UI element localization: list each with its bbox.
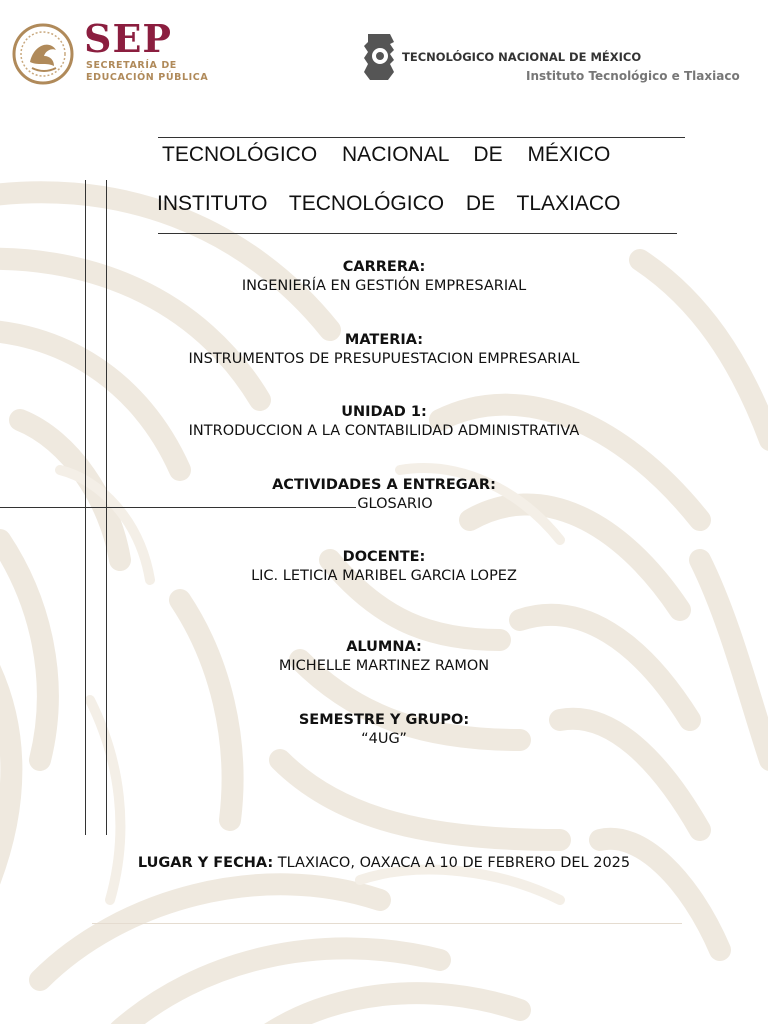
section-label: ALUMNA: xyxy=(346,639,422,655)
sep-subtitle-line2: EDUCACIÓN PÚBLICA xyxy=(86,72,209,83)
section-semestre xyxy=(0,711,768,749)
sep-logo xyxy=(10,16,210,88)
section-label: CARRERA: xyxy=(342,259,426,275)
section-alumna xyxy=(0,638,768,676)
section-value: INGENIERÍA EN GESTIÓN EMPRESARIAL xyxy=(241,278,527,294)
section-carrera xyxy=(0,258,768,296)
section-label: SEMESTRE Y GRUPO: xyxy=(298,712,470,728)
section-label: DOCENTE: xyxy=(342,549,426,565)
sep-wordmark: SEP xyxy=(84,16,172,61)
section-value: INSTRUMENTOS DE PRESUPUESTACION EMPRESARIAL xyxy=(188,351,580,367)
tecnm-name: TECNOLÓGICO NACIONAL DE MÉXICO xyxy=(402,50,642,64)
footer-value: TLAXIACO, OAXACA A 10 DE FEBRERO DEL 2025 xyxy=(277,855,631,871)
section-label: ACTIVIDADES A ENTREGAR: xyxy=(272,477,496,493)
tecnm-logo xyxy=(360,30,740,86)
bottom-title-rule xyxy=(158,233,677,234)
title-tecnm: TECNOLÓGICO NACIONAL DE MÉXICO xyxy=(162,143,611,166)
tecnm-gear-icon xyxy=(360,30,400,84)
bottom-faint-rule xyxy=(92,923,682,924)
section-value: GLOSARIO xyxy=(357,496,433,512)
title-instituto: INSTITUTO TECNOLÓGICO DE TLAXIACO xyxy=(157,192,621,215)
section-unidad xyxy=(0,403,768,441)
top-title-rule xyxy=(158,137,685,138)
section-value: INTRODUCCION A LA CONTABILIDAD ADMINISTRATIVA xyxy=(188,423,580,439)
section-value: LIC. LETICIA MARIBEL GARCIA LOPEZ xyxy=(251,568,517,584)
tecnm-institute: Instituto Tecnológico e Tlaxiaco xyxy=(526,69,740,83)
section-docente xyxy=(0,548,768,586)
sep-subtitle-line1: SECRETARÍA DE xyxy=(86,60,177,71)
section-value: MICHELLE MARTINEZ RAMON xyxy=(278,658,490,674)
section-label: MATERIA: xyxy=(344,332,424,348)
lugar-y-fecha xyxy=(0,855,768,871)
section-materia xyxy=(0,331,768,369)
section-value: “4UG” xyxy=(361,731,407,747)
sep-subtitle xyxy=(86,60,208,84)
section-label: UNIDAD 1: xyxy=(341,404,427,420)
footer-label: LUGAR Y FECHA: xyxy=(137,855,274,871)
section-actividades xyxy=(0,476,768,514)
mexican-eagle-emblem-icon xyxy=(10,22,76,86)
